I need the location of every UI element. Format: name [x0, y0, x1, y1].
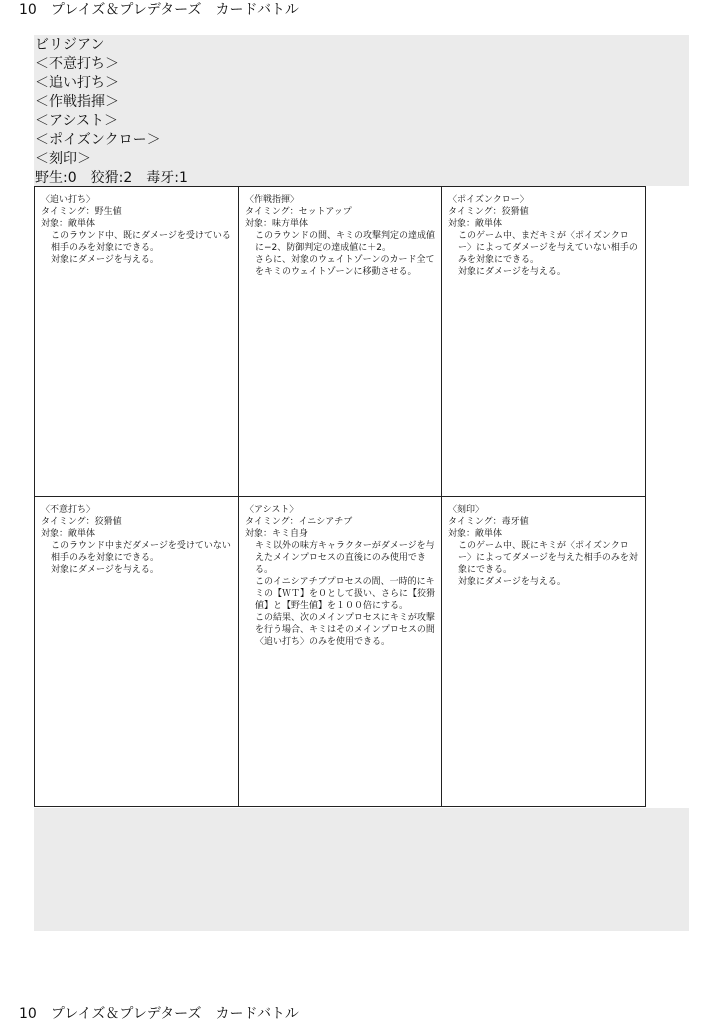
skill-item: ＜ポイズンクロー＞ [35, 132, 161, 148]
card-target: 対象：敵単体 [41, 529, 96, 539]
card-effect-text: さらに、対象のウェイトゾーンのカード全てをキミのウェイトゾーンに移動させる。 [255, 255, 435, 277]
card-cell [239, 497, 442, 806]
card-effect-text: このイニシアチブプロセスの間、一時的にキミの【ＷＴ】を０として扱い、さらに【狡猾値】と【野生値】を１００倍にする。 [255, 577, 436, 611]
card-effect-text: 対象にダメージを与える。 [51, 255, 159, 265]
card-timing: タイミング：セットアップ [245, 207, 352, 217]
card-target: 対象：敵単体 [41, 219, 96, 229]
card-title: 〈アシスト〉 [245, 505, 299, 515]
card-cell [442, 187, 645, 497]
skill-item: ＜アシスト＞ [35, 113, 119, 129]
card-effect-text: このラウンドの間、キミの攻撃判定の達成値に−2、防御判定の達成値に＋2。 [255, 231, 436, 253]
card-target: 対象：味方単体 [245, 219, 309, 229]
card-cell [35, 187, 239, 497]
card-timing: タイミング：狡猾値 [448, 207, 529, 217]
card-timing: タイミング：毒牙値 [448, 517, 529, 527]
card-effect-text: キミ以外の味方キャラクターがダメージを与えたメインプロセスの直後にのみ使用できる。 [255, 541, 435, 575]
skill-item: ＜刻印＞ [35, 151, 91, 167]
blank-panel [34, 808, 689, 931]
card-timing: タイミング：野生値 [41, 207, 122, 217]
card-title: 〈刻印〉 [448, 505, 485, 515]
card-effect-text: このゲーム中、まだキミが〈ポイズンクロー〉によってダメージを与えていない相手のみを対象にできる。 [458, 231, 638, 265]
skill-item: ＜不意打ち＞ [35, 56, 119, 72]
card-target: 対象：敵単体 [448, 529, 503, 539]
card-effect-text: 対象にダメージを与える。 [458, 267, 566, 277]
card-title: 〈不意打ち〉 [41, 505, 96, 515]
card-effect-text: このラウンド中まだダメージを受けていない相手のみを対象にできる。 [51, 541, 231, 563]
character-name: ビリジアン [35, 37, 105, 53]
card-cell [35, 497, 239, 806]
card-title: 〈追い打ち〉 [41, 195, 96, 205]
card-target: 対象：敵単体 [448, 219, 503, 229]
page-footer: 10 プレイズ＆プレデターズ カードバトル [19, 1006, 299, 1022]
card-timing: タイミング：イニシアチブ [245, 517, 353, 527]
card-cell [239, 187, 442, 497]
card-timing: タイミング：狡猾値 [41, 517, 122, 527]
character-panel [34, 35, 689, 186]
card-grid [34, 186, 646, 807]
card-cell [442, 497, 645, 806]
card-effect-text: このラウンド中、既にダメージを受けている相手のみを対象にできる。 [51, 231, 231, 253]
card-effect-text: このゲーム中、既にキミが〈ポイズンクロー〉によってダメージを与えた相手のみを対象にできる。 [458, 541, 638, 575]
skill-item: ＜作戦指揮＞ [35, 94, 119, 110]
card-effect-text: 対象にダメージを与える。 [51, 565, 159, 575]
page-header: 10 プレイズ＆プレデターズ カードバトル [19, 2, 299, 18]
card-title: 〈作戦指揮〉 [245, 195, 300, 205]
character-stats: 野生:0 狡猾:2 毒牙:1 [35, 170, 188, 186]
skill-item: ＜追い打ち＞ [35, 75, 119, 91]
card-target: 対象：キミ自身 [245, 529, 309, 539]
card-effect-text: 対象にダメージを与える。 [458, 577, 566, 587]
card-effect-text: この結果、次のメインプロセスにキミが攻撃を行う場合、キミはそのメインプロセスの間〈追い打ち〉のみを使用できる。 [255, 613, 435, 647]
card-title: 〈ポイズンクロー〉 [448, 195, 529, 205]
